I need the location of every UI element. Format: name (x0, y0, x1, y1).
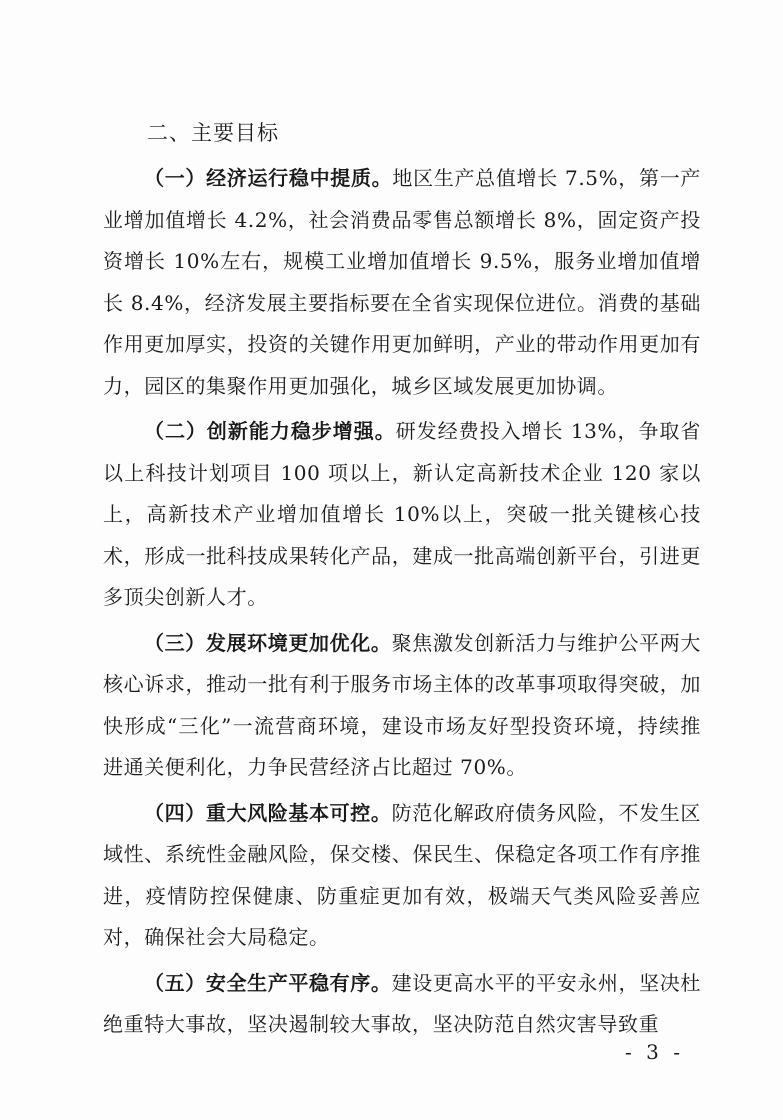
section-heading: 二、主要目标 (147, 121, 279, 145)
page-number: - 3 - (625, 1040, 684, 1064)
paragraph-text: 研发经费投入增长 13%，争取省以上科技计划项目 100 项以上，新认定高新技术企业 120 家以上，高新技术产业增加值增长 10%以上，突破一批关键核心技术，形成一批科技成果转化产品，建成一批高端创新平台，引进更多顶尖创新人才。 (103, 419, 701, 609)
paragraph-text: 聚焦激发创新活力与维护公平两大核心诉求，推动一批有利于服务市场主体的改革事项取得突破，加快形成“三化”一流营商环境，建设市场友好型投资环境，持续推进通关便利化，力争民营经济占比超过 70%。 (103, 630, 702, 779)
paragraph-text: 防范化解政府债务风险，不发生区域性、系统性金融风险，保交楼、保民生、保稳定各项工作有序推进，疫情防控保健康、防重症更加有效，极端天气类风险妥善应对，确保社会大局稳定。 (103, 800, 702, 949)
paragraph-lead: （一）经济运行稳中提质。 (144, 166, 393, 190)
paragraph-lead: （五）安全生产平稳有序。 (144, 970, 392, 995)
paragraph-environment (103, 623, 701, 789)
paragraph-text: 地区生产总值增长 7.5%，第一产业增加值增长 4.2%，社会消费品零售总额增长 8%，固定资产投资增长 10%左右，规模工业增加值增长 9.5%，服务业增加值增长 8.4%，经济发展主要指标要在全省实现保位进位。消费的基础作用更加厚实，投资的关键作用更加鲜明，产业的带动作用更加有力，园区的集聚作用更加强化，城乡区域发展更加协调。 (103, 166, 702, 398)
paragraph-risk (103, 793, 701, 959)
paragraph-lead: （四）重大风险基本可控。 (144, 800, 392, 825)
paragraph-safety (103, 963, 701, 1046)
paragraph-lead: （三）发展环境更加优化。 (144, 630, 392, 655)
paragraph-lead: （二）创新能力稳步增强。 (144, 419, 396, 443)
paragraph-economy (103, 158, 701, 407)
paragraph-innovation (103, 411, 701, 619)
paragraph-text: 建设更高水平的平安永州，坚决杜绝重特大事故，坚决遏制较大事故，坚决防范自然灾害导致重 (103, 970, 702, 1036)
document-body (103, 118, 701, 1050)
